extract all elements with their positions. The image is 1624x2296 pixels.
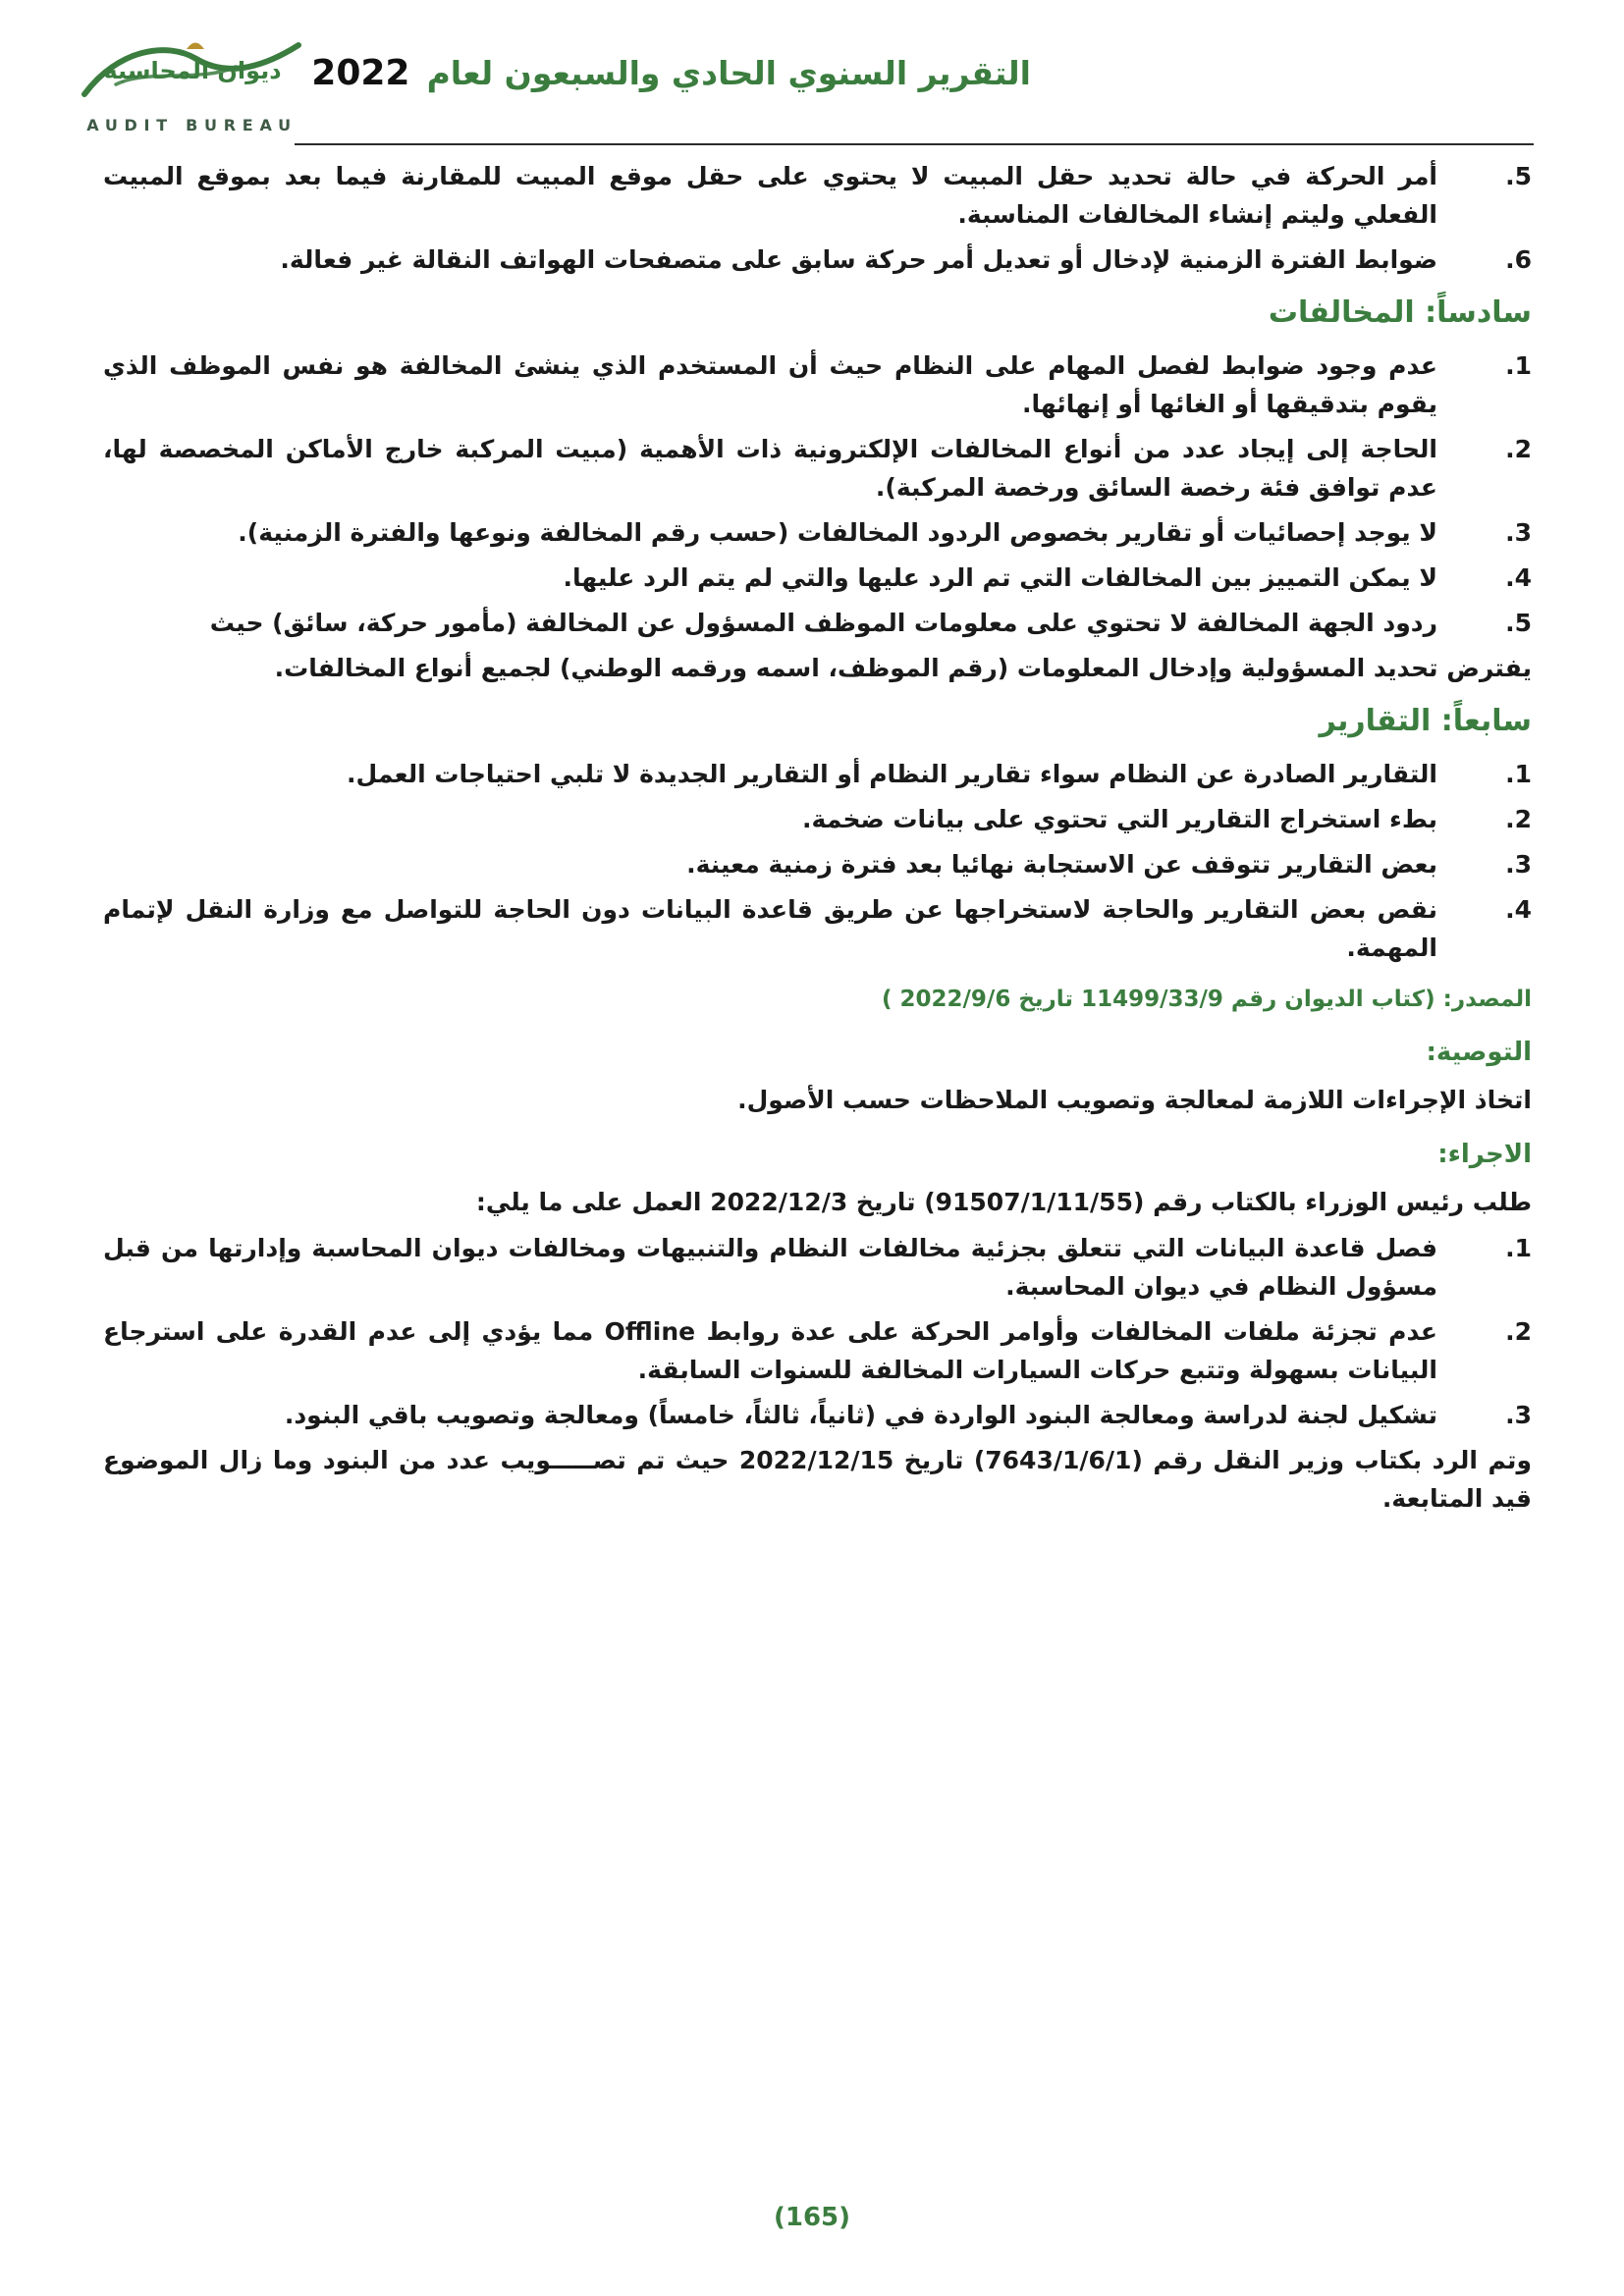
section-heading-reports: سابعاً: التقارير — [1319, 703, 1532, 738]
list-item — [103, 845, 1532, 883]
item-number: 4. — [1505, 894, 1532, 924]
item-number: 1. — [1505, 1233, 1532, 1262]
list-item — [103, 604, 1532, 642]
item-text: ضوابط الفترة الزمنية لإدخال أو تعديل أمر حركة سابق على متصفحات الهواتف النقالة غير فعالة. — [280, 245, 1437, 274]
item-number: 1. — [1505, 759, 1532, 788]
report-title-text: التقرير السنوي الحادي والسبعون لعام — [426, 54, 1031, 92]
item-number: 5. — [1505, 608, 1532, 637]
section-heading-violations: سادساً: المخالفات — [1268, 295, 1532, 330]
item-number: 2. — [1505, 434, 1532, 463]
item-text: تشكيل لجنة لدراسة ومعالجة البنود الواردة في (ثانياً، ثالثاً، خامساً) ومعالجة وتصويب باقي البنود. — [284, 1400, 1437, 1429]
item-text: التقارير الصادرة عن النظام سواء تقارير النظام أو التقارير الجديدة لا تلبي احتياجات العمل. — [347, 759, 1437, 788]
item-text: عدم وجود ضوابط لفصل المهام على النظام حيث أن المستخدم الذي ينشئ المخالفة هو نفس الموظف الذي يقوم بتدقيقها أو الغائها أو إنهائها. — [103, 350, 1437, 418]
logo-arabic-name: ديوان المحاسبة — [103, 57, 282, 84]
item-number: 3. — [1505, 517, 1532, 547]
item-text: بعض التقارير تتوقف عن الاستجابة نهائيا بعد فترة زمنية معينة. — [686, 849, 1437, 879]
list-item — [103, 755, 1532, 793]
item-number: 2. — [1505, 1316, 1532, 1346]
page-content — [103, 157, 1532, 1524]
item-number: 1. — [1505, 350, 1532, 380]
page-number: (165) — [773, 2203, 851, 2232]
list-item — [103, 513, 1532, 552]
item-number: 3. — [1505, 1400, 1532, 1429]
list-item — [103, 890, 1532, 967]
list-item — [103, 157, 1532, 234]
item-text: بطء استخراج التقارير التي تحتوي على بيانات ضخمة. — [802, 804, 1437, 833]
list-item — [103, 1396, 1532, 1434]
item-number: 3. — [1505, 849, 1532, 879]
report-title-year: 2022 — [311, 53, 410, 93]
action-intro: طلب رئيس الوزراء بالكتاب رقم (91507/1/11/55) تاريخ 2022/12/3 العمل على ما يلي: — [475, 1187, 1532, 1216]
item-text: فصل قاعدة البيانات التي تتعلق بجزئية مخالفات النظام والتنبيهات ومخالفات ديوان المحاسبة وإدارتها من قبل مسؤول النظام في ديوان المحاسبة. — [103, 1233, 1437, 1301]
logo-calligraphy-icon — [77, 33, 307, 110]
item-number: 2. — [1505, 804, 1532, 833]
header-divider — [295, 143, 1534, 145]
list-item — [103, 1312, 1532, 1389]
recommendation-heading: التوصية: — [1426, 1038, 1532, 1068]
list-item — [103, 800, 1532, 838]
report-title — [311, 53, 1031, 93]
list-item — [103, 430, 1532, 507]
list-item — [103, 240, 1532, 279]
list-item — [103, 1229, 1532, 1306]
audit-bureau-logo — [77, 33, 307, 134]
logo-emblem-icon — [187, 43, 204, 50]
item-number: 6. — [1505, 245, 1532, 274]
item-text: لا يوجد إحصائيات أو تقارير بخصوص الردود المخالفات (حسب رقم المخالفة ونوعها والفترة الزمنية). — [238, 517, 1437, 547]
item-continuation: وتم الرد بكتاب وزير النقل رقم (7643/1/6/1) تاريخ 2022/12/15 حيث تم تصـــــويب عدد من البنود وما زال الموضوع قيد المتابعة. — [103, 1445, 1532, 1513]
action-heading: الاجراء: — [1437, 1140, 1532, 1170]
list-item — [103, 559, 1532, 597]
logo-latin-name: AUDIT BUREAU — [86, 116, 298, 134]
source-reference: المصدر: (كتاب الديوان رقم 11499/33/9 تاريخ 2022/9/6 ) — [881, 986, 1532, 1012]
recommendation-text: اتخاذ الإجراءات اللازمة لمعالجة وتصويب الملاحظات حسب الأصول. — [737, 1086, 1532, 1115]
list-item — [103, 347, 1532, 423]
item-number: 4. — [1505, 562, 1532, 592]
item-text: عدم تجزئة ملفات المخالفات وأوامر الحركة على عدة روابط Offline مما يؤدي إلى عدم القدرة على استرجاع البيانات بسهولة وتتبع حركات السيارات المخالفة للسنوات السابقة. — [103, 1316, 1437, 1384]
item-text: ردود الجهة المخالفة لا تحتوي على معلومات الموظف المسؤول عن المخالفة (مأمور حركة، سائق) حيث — [209, 608, 1437, 637]
item-text: لا يمكن التمييز بين المخالفات التي تم الرد عليها والتي لم يتم الرد عليها. — [563, 562, 1437, 592]
item-text: الحاجة إلى إيجاد عدد من أنواع المخالفات الإلكترونية ذات الأهمية (مبيت المركبة خارج الأماكن المخصصة لها، عدم توافق فئة رخصة السائق ورخصة المركبة). — [103, 434, 1437, 502]
item-number: 5. — [1505, 162, 1532, 190]
item-continuation: يفترض تحديد المسؤولية وإدخال المعلومات (رقم الموظف، اسمه ورقمه الوطني) لجميع أنواع المخالفات. — [274, 653, 1532, 682]
item-text: أمر الحركة في حالة تحديد حقل المبيت لا يحتوي على حقل موقع المبيت للمقارنة فيما بعد بموقع المبيت الفعلي وليتم إنشاء المخالفات المناسبة. — [103, 162, 1437, 229]
item-text: نقص بعض التقارير والحاجة لاستخراجها عن طريق قاعدة البيانات دون الحاجة للتواصل مع وزارة النقل لإتمام المهمة. — [103, 894, 1437, 962]
